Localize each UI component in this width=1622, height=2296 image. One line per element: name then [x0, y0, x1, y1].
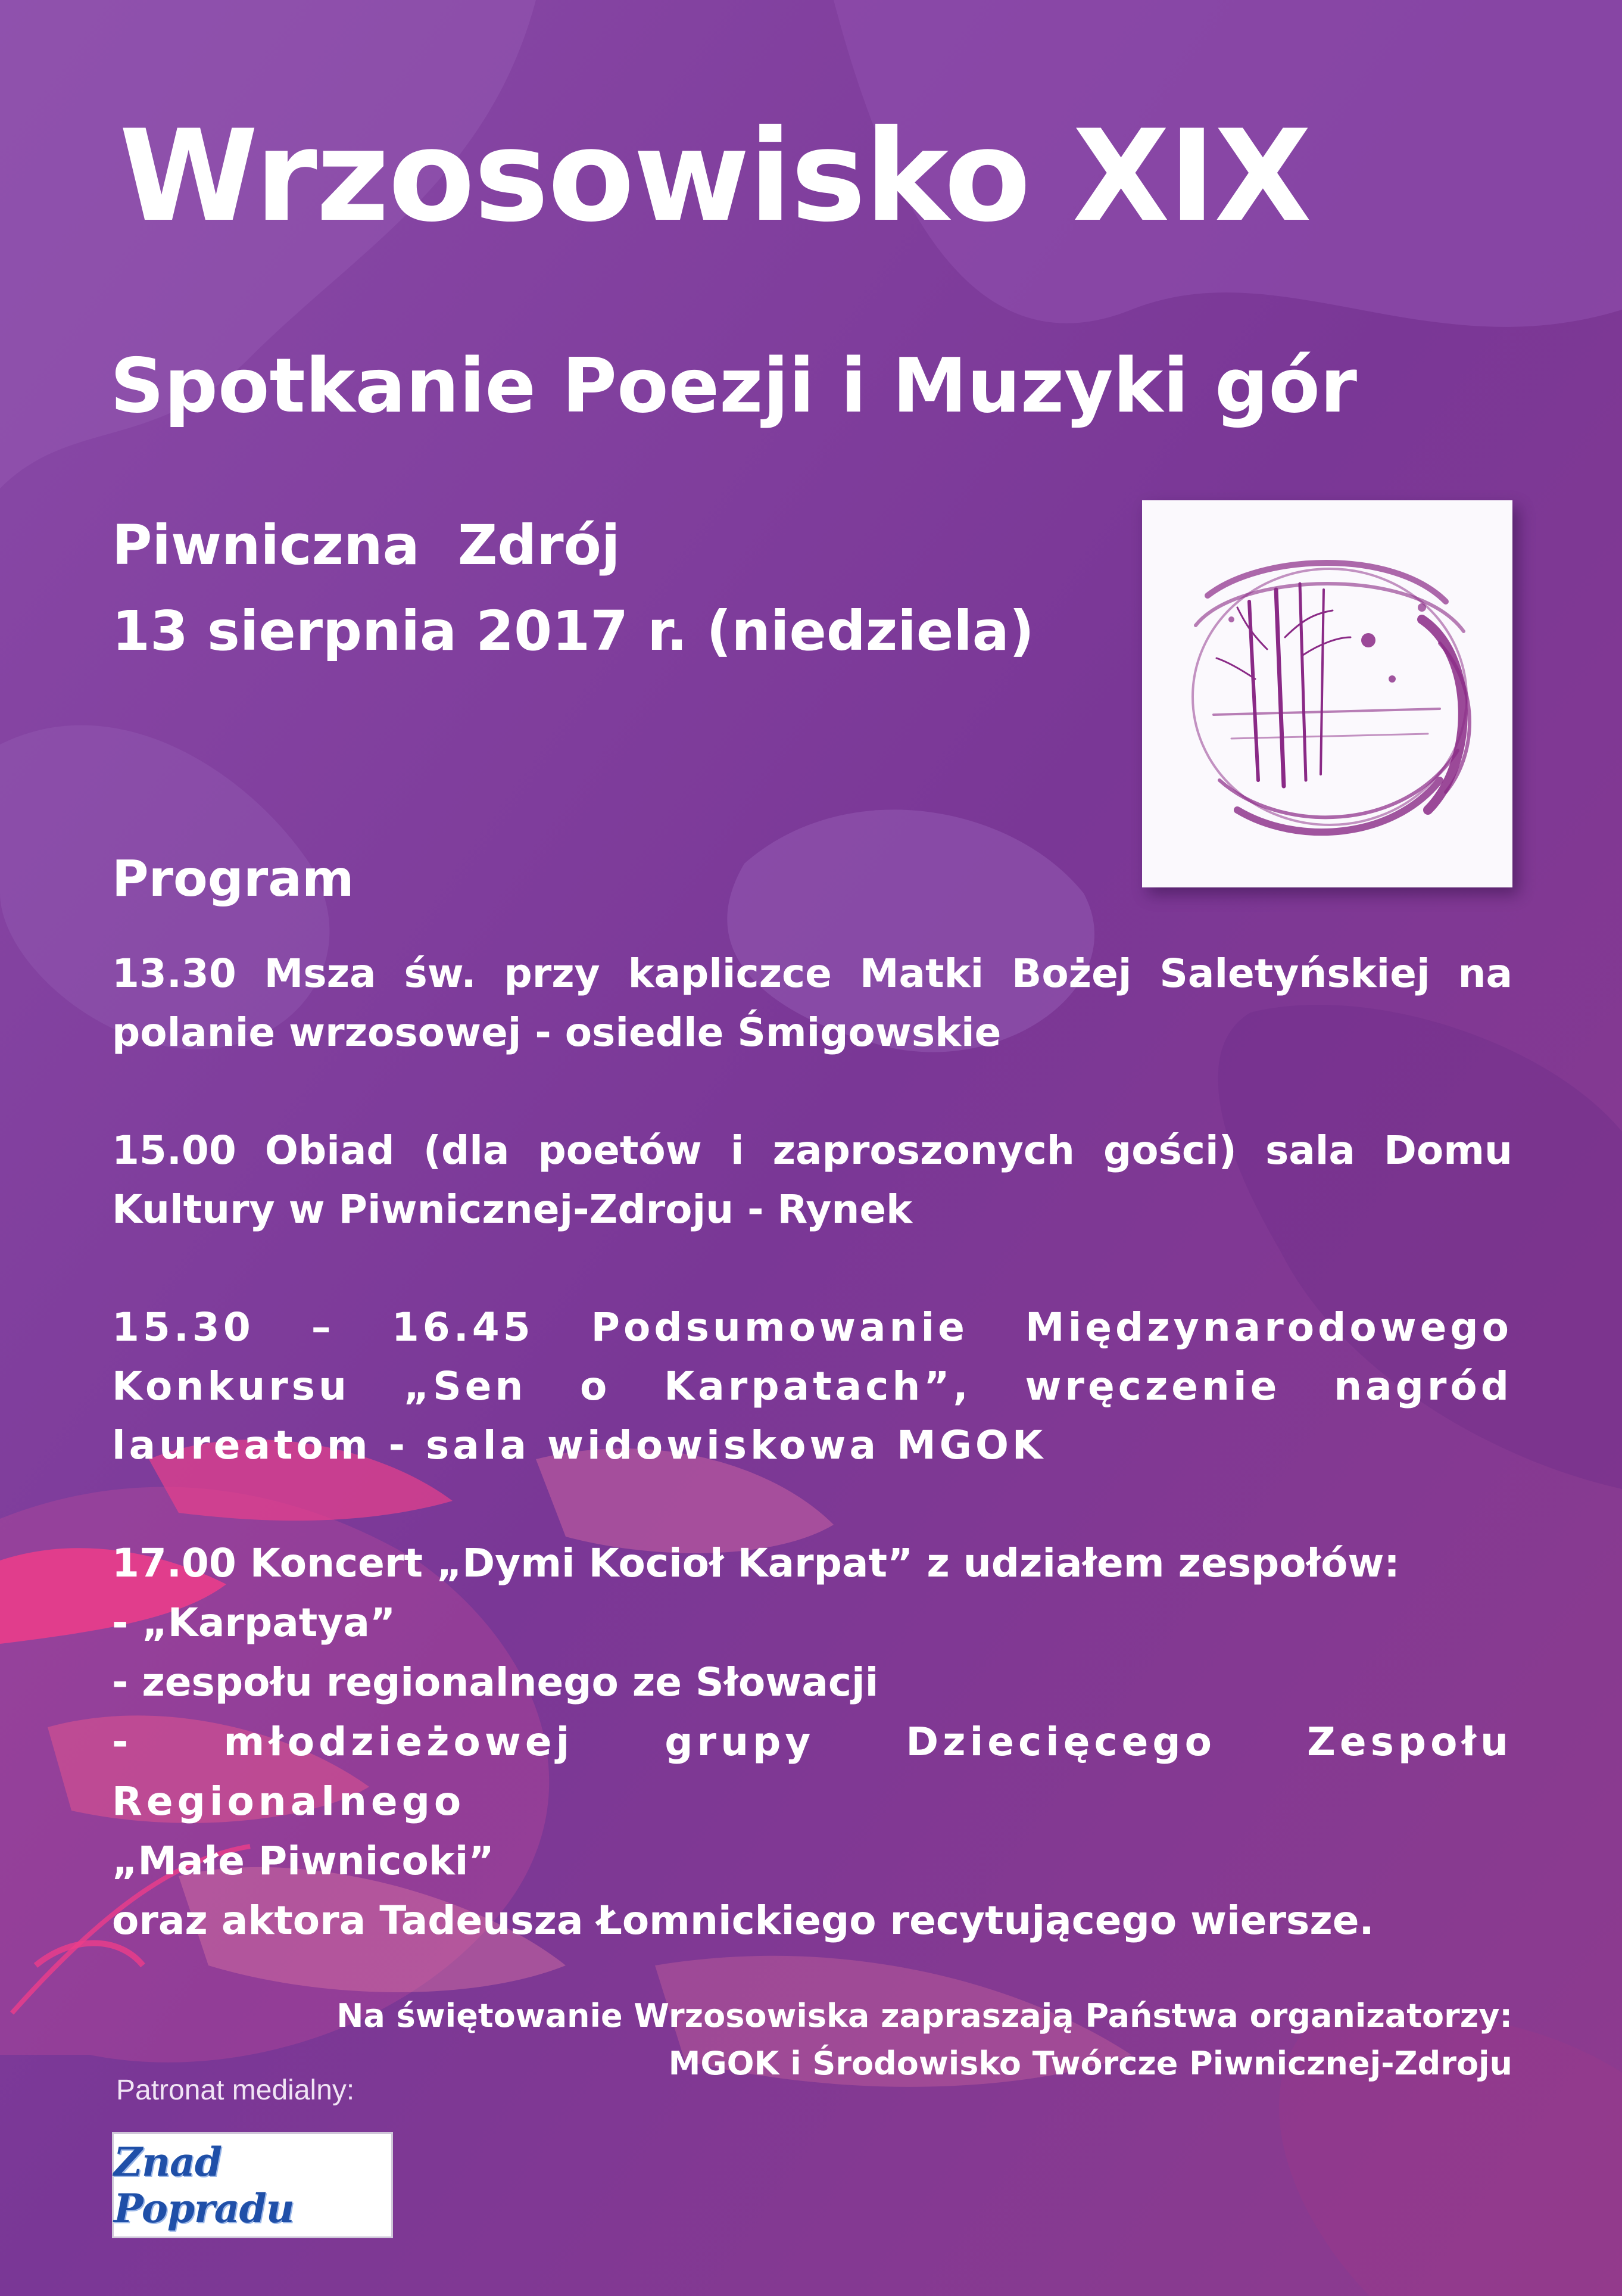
artwork-drawing [1142, 500, 1512, 887]
concert-line: „Małe Piwnicoki” [112, 1838, 494, 1884]
concert-line: oraz aktora Tadeusza Łomnickiego recytującego wiersze. [112, 1898, 1374, 1943]
concert-line: 17.00 Koncert „Dymi Kocioł Karpat” z udziałem zespołów: [112, 1540, 1400, 1586]
znad-popradu-logo [112, 2132, 393, 2238]
invite-line: MGOK i Środowisko Twórcze Piwnicznej-Zdroju [668, 2045, 1512, 2082]
program-item-concert [112, 1534, 1512, 1951]
heather-landscape-artwork [1142, 500, 1512, 887]
concert-line: - zespołu regionalnego ze Słowacji [112, 1659, 879, 1705]
program-heading: Program [112, 849, 354, 908]
concert-line: - młodzieżowej grupy Dziecięcego Zespołu Regionalnego [112, 1719, 1512, 1824]
media-patron-label: Patronat medialny: [116, 2074, 355, 2106]
invite-line: Na świętowanie Wrzosowiska zapraszają Państwa organizatorzy: [336, 1997, 1512, 2035]
program-list [112, 944, 1512, 1951]
poster-subtitle: Spotkanie Poezji i Muzyki gór [110, 342, 1358, 429]
program-item-contest-summary: 15.30 – 16.45 Podsumowanie Międzynarodowego Konkursu „Sen o Karpatach”, wręczenie nagród laureatom - sala widowiskowa MGOK [112, 1304, 1512, 1468]
event-date: 13 sierpnia 2017 r. (niedziela) [112, 599, 1034, 663]
event-place: Piwniczna Zdrój [112, 513, 620, 577]
logo-text: Znad Popradu [114, 2139, 294, 2232]
program-item-mass: 13.30 Msza św. przy kapliczce Matki Bożej Saletyńskiej na polanie wrzosowej - osiedle Śmigowskie [112, 951, 1512, 1055]
organizers-invitation [336, 1992, 1512, 2088]
concert-line: - „Karpatya” [112, 1600, 396, 1646]
poster-title: Wrzosowisko XIX [119, 102, 1311, 250]
program-item-lunch: 15.00 Obiad (dla poetów i zaproszonych gości) sala Domu Kultury w Piwnicznej-Zdroju - Rynek [112, 1127, 1512, 1232]
